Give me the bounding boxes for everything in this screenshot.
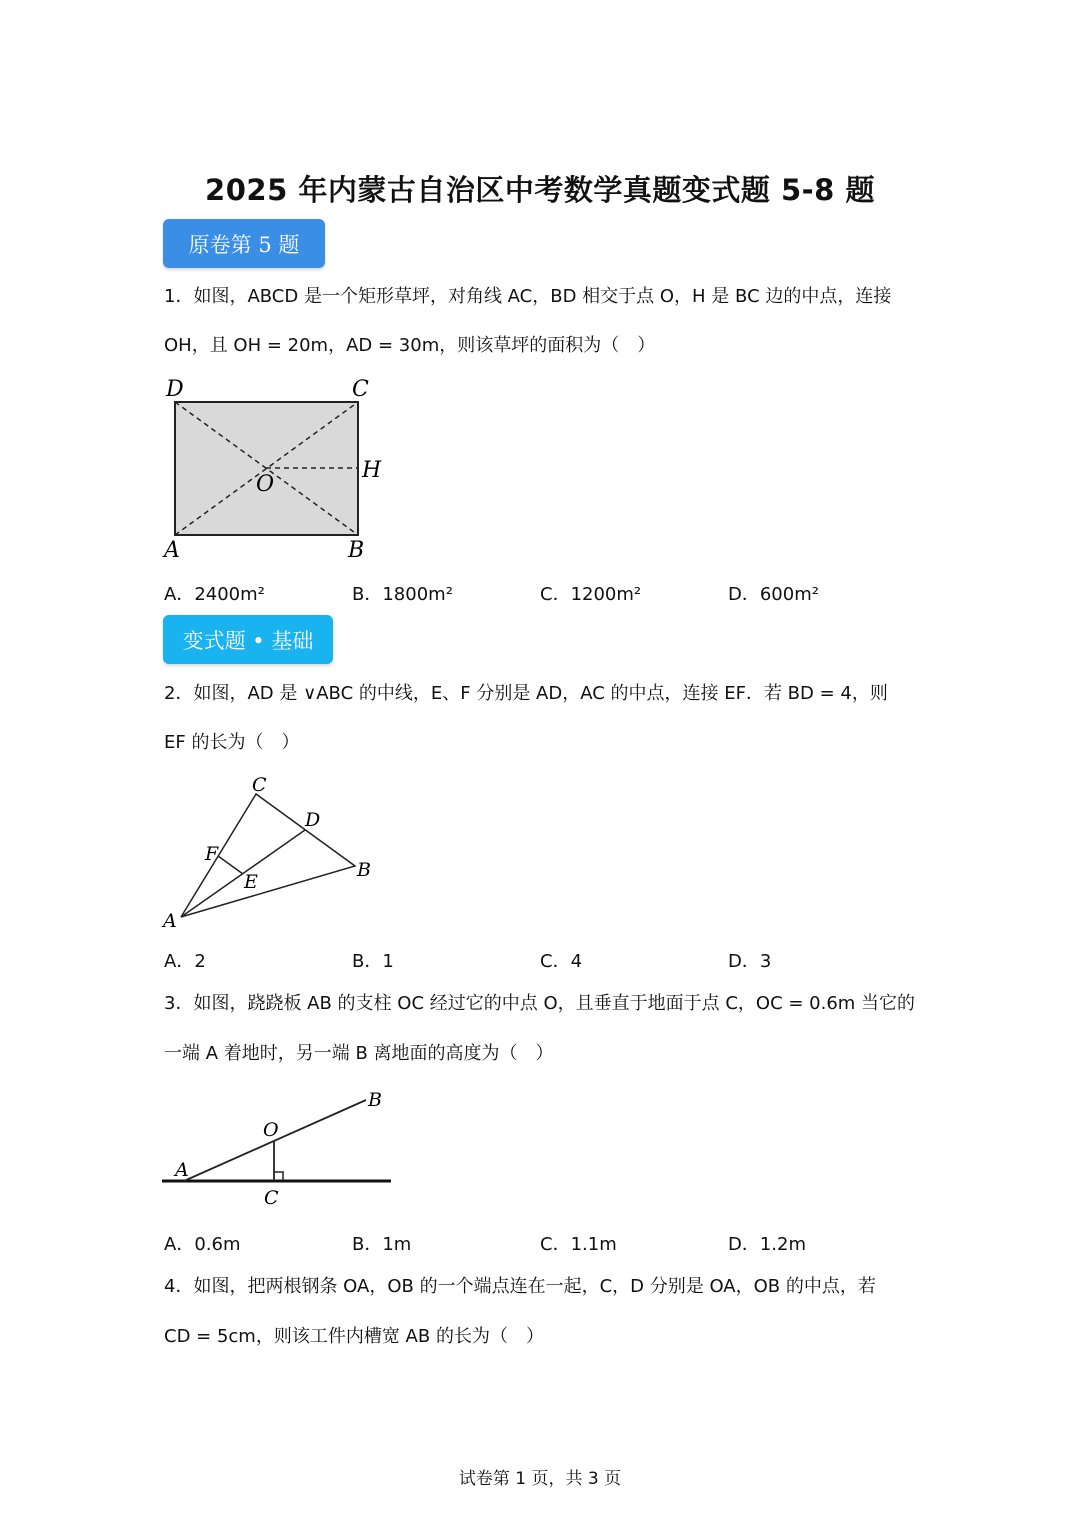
original-question-tag: 原卷第 5 题 xyxy=(163,219,325,268)
label-c: C xyxy=(252,774,267,796)
q1-option-b: B．1800m² xyxy=(352,584,453,605)
label-c: C xyxy=(352,377,369,402)
question-3-line-1: 3．如图，跷跷板 AB 的支柱 OC 经过它的中点 O，且垂直于地面于点 C，OC = 0.6m 当它的 xyxy=(164,993,916,1014)
q2-option-a: A．2 xyxy=(164,951,206,972)
page-footer: 试卷第 1 页，共 3 页 xyxy=(458,1469,622,1489)
label-b: B xyxy=(368,1089,382,1111)
label-d: D xyxy=(305,809,321,831)
question-2-line-2: EF 的长为（ ） xyxy=(164,732,300,753)
label-h: H xyxy=(362,458,382,483)
label-o: O xyxy=(256,472,275,497)
q1-option-c: C．1200m² xyxy=(540,584,642,605)
question-3-line-2: 一端 A 着地时，另一端 B 离地面的高度为（ ） xyxy=(164,1043,554,1064)
label-d: D xyxy=(166,377,184,402)
q2-option-c: C．4 xyxy=(540,951,583,972)
label-a: A xyxy=(175,1159,189,1181)
q3-option-c: C．1.1m xyxy=(540,1234,617,1255)
label-b: B xyxy=(357,859,371,881)
page-title: 2025 年内蒙古自治区中考数学真题变式题 5-8 题 xyxy=(205,173,875,207)
label-o: O xyxy=(263,1119,279,1141)
rectangle-figure xyxy=(150,372,400,567)
question-4-line-1: 4．如图，把两根钢条 OA，OB 的一个端点连在一起，C，D 分别是 OA，OB 的中点，若 xyxy=(164,1276,876,1297)
q2-option-b: B．1 xyxy=(352,951,394,972)
label-e: E xyxy=(244,871,258,893)
label-a: A xyxy=(164,538,180,563)
label-a: A xyxy=(163,910,177,932)
label-b: B xyxy=(348,538,365,563)
question-1-line-2: OH，且 OH = 20m，AD = 30m，则该草坪的面积为（ ） xyxy=(164,335,656,356)
question-4-line-2: CD = 5cm，则该工件内槽宽 AB 的长为（ ） xyxy=(164,1326,544,1347)
triangle-figure xyxy=(150,770,390,935)
label-f: F xyxy=(205,843,219,865)
q3-option-b: B．1m xyxy=(352,1234,412,1255)
q3-option-d: D．1.2m xyxy=(728,1234,807,1255)
question-1-line-1: 1．如图，ABCD 是一个矩形草坪，对角线 AC，BD 相交于点 O，H 是 BC 边的中点，连接 xyxy=(164,286,892,307)
label-c: C xyxy=(264,1187,279,1209)
q1-option-d: D．600m² xyxy=(728,584,819,605)
question-2-line-1: 2．如图，AD 是 ∨ABC 的中线，E、F 分别是 AD，AC 的中点，连接 EF．若 BD = 4，则 xyxy=(164,683,888,704)
seesaw-figure xyxy=(150,1080,410,1215)
segment-ef xyxy=(218,856,243,874)
q1-option-a: A．2400m² xyxy=(164,584,265,605)
q3-option-a: A．0.6m xyxy=(164,1234,241,1255)
q2-option-d: D．3 xyxy=(728,951,772,972)
variant-question-tag: 变式题 • 基础 xyxy=(163,615,333,664)
